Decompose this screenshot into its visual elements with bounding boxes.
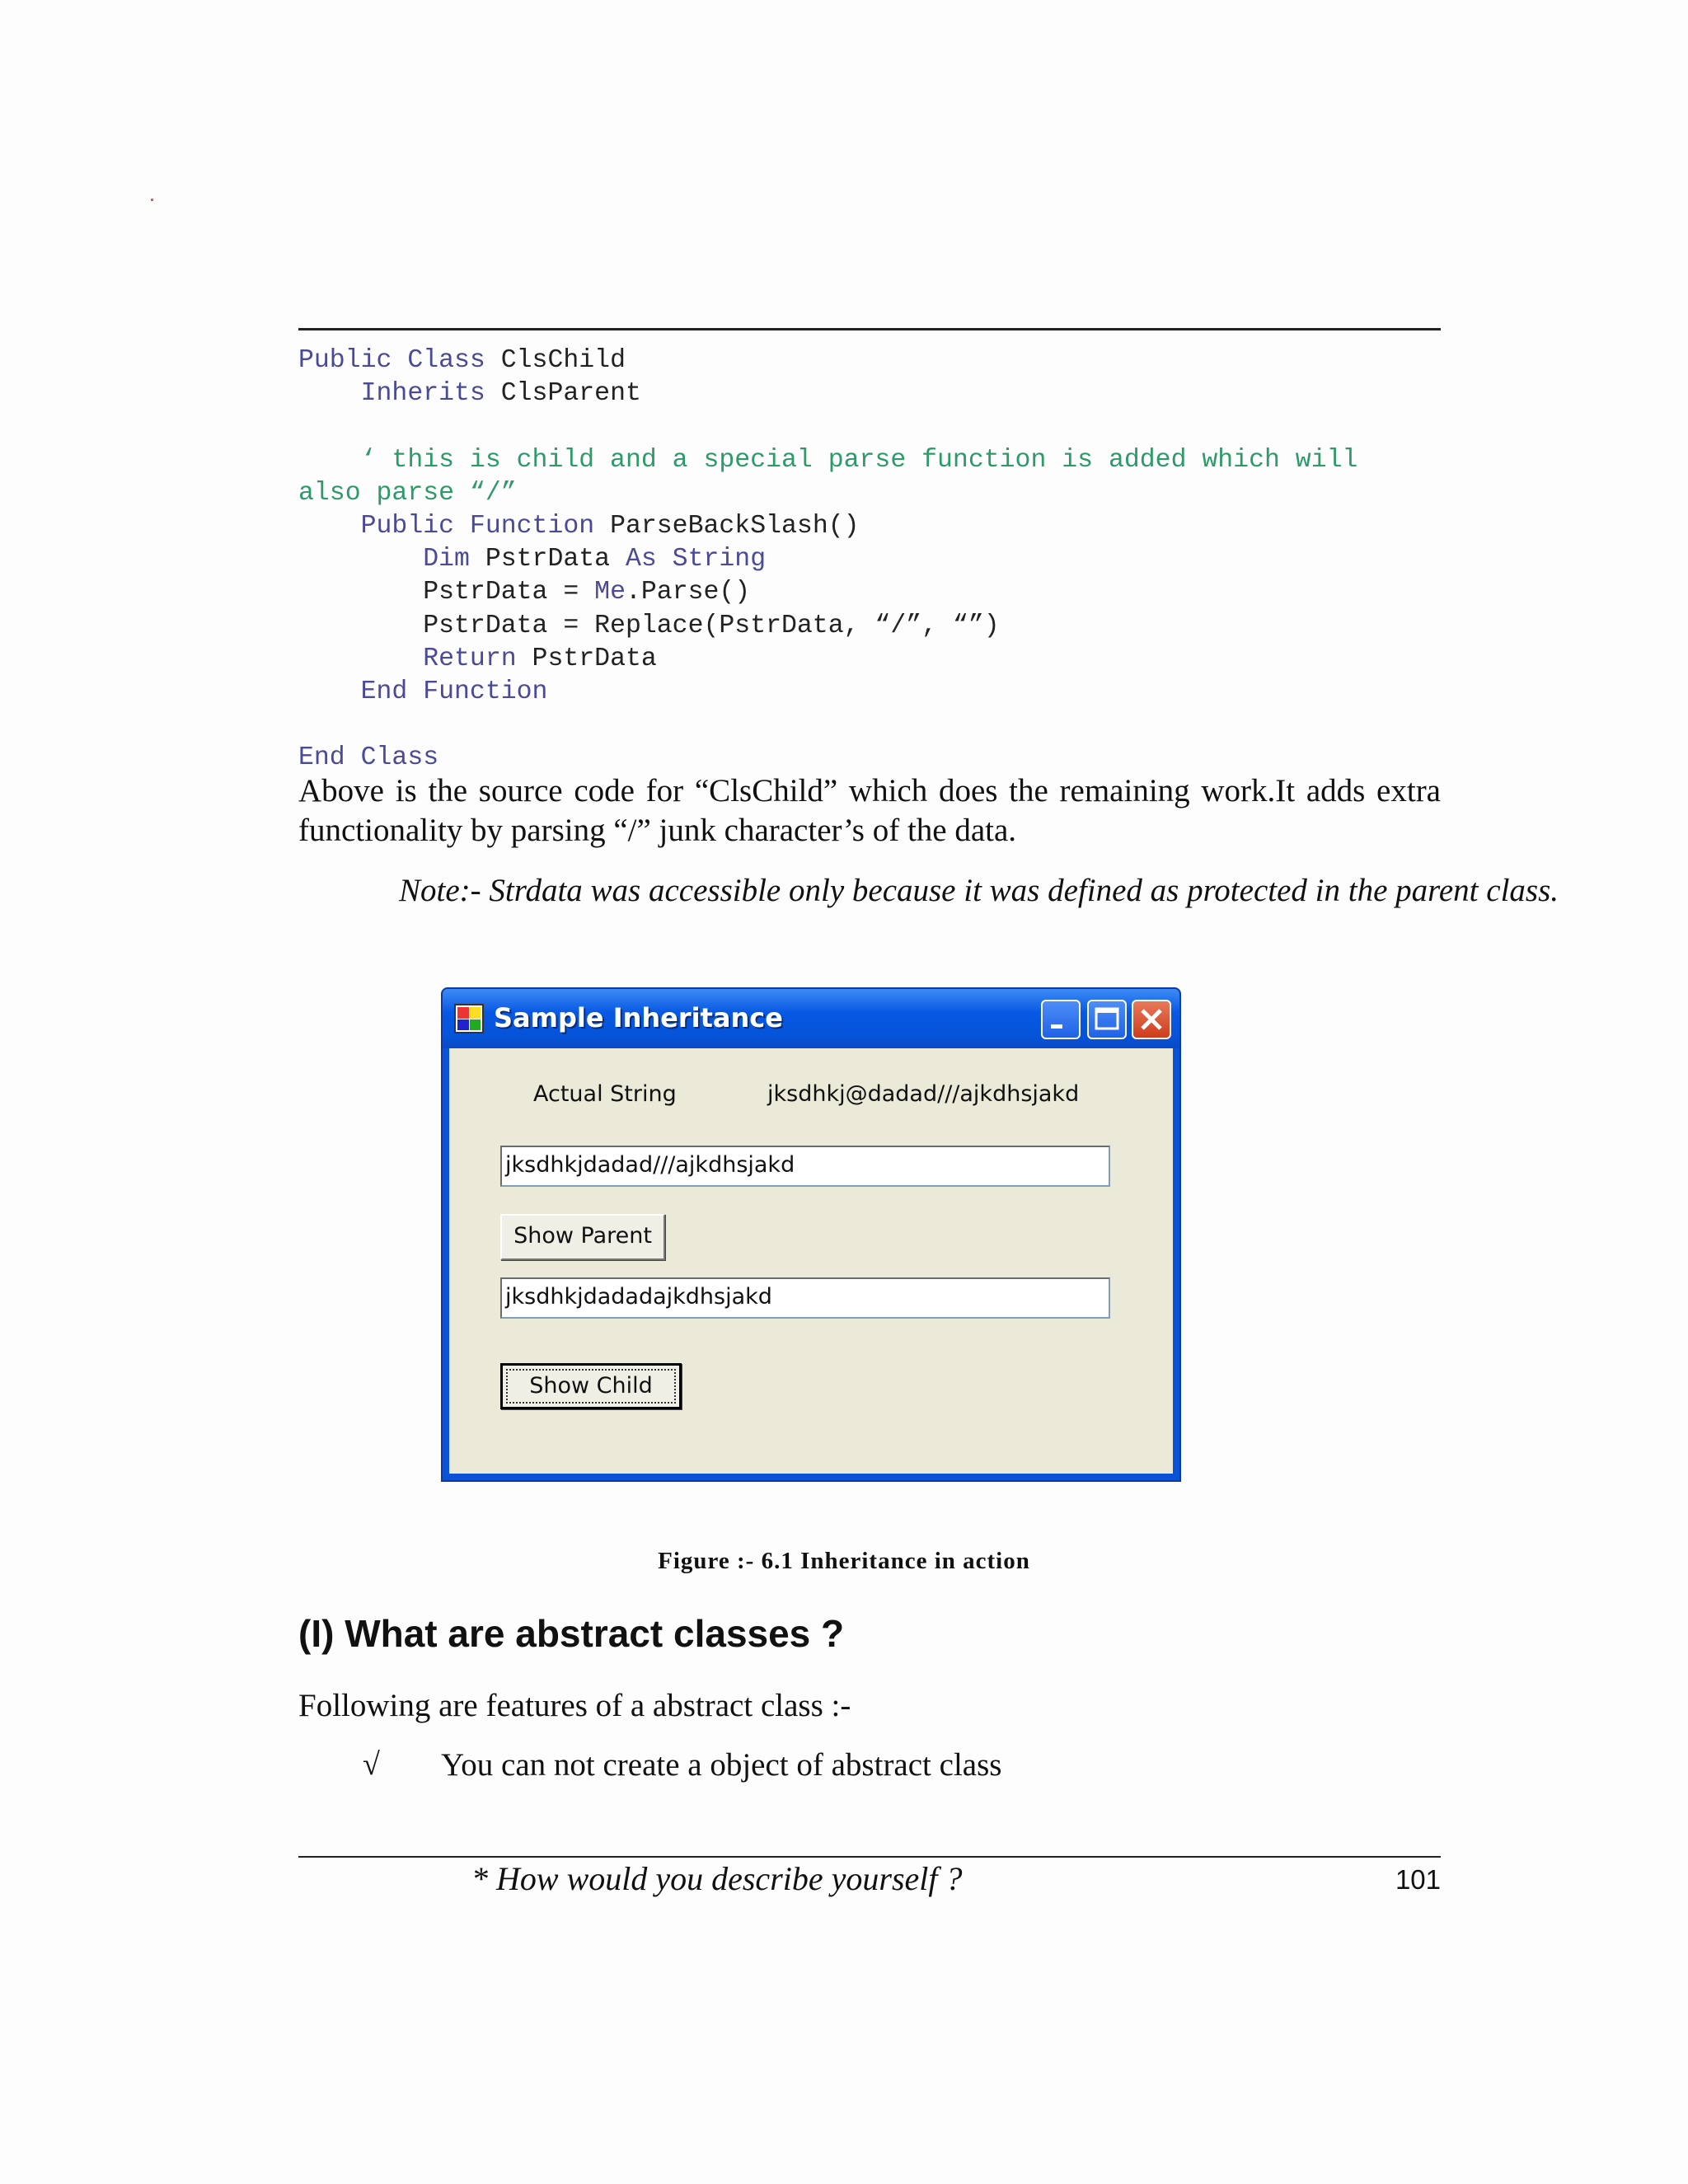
code-line-6: Dim PstrData As String xyxy=(298,545,767,574)
code-line-8: PstrData = Replace(PstrData, “/”, “”) xyxy=(298,611,1000,640)
header-rule xyxy=(298,328,1441,330)
footer-rule xyxy=(298,1856,1441,1858)
code-line-9: Return PstrData xyxy=(298,644,657,673)
show-child-label: Show Child xyxy=(529,1373,653,1399)
close-button[interactable] xyxy=(1132,1000,1171,1039)
actual-string-value: jksdhkj@dadad///ajkdhsjakd xyxy=(767,1081,1080,1107)
section-intro: Following are features of a abstract class :- xyxy=(298,1688,851,1723)
focus-rectangle xyxy=(506,1369,676,1404)
parent-result-textbox[interactable]: jksdhkjdadad///ajkdhsjakd xyxy=(500,1146,1110,1187)
show-child-button[interactable] xyxy=(500,1363,682,1409)
maximize-button[interactable] xyxy=(1087,1000,1127,1039)
minimize-icon xyxy=(1043,1001,1079,1038)
child-result-textbox[interactable]: jksdhkjdadadajkdhsjakd xyxy=(500,1277,1110,1319)
sample-inheritance-window xyxy=(441,987,1181,1482)
code-line-10: End Function xyxy=(298,677,548,707)
code-block xyxy=(298,344,1357,776)
show-parent-label: Show Parent xyxy=(513,1223,652,1249)
code-comment-2: also parse “/” xyxy=(298,478,517,508)
footer-question: * How would you describe yourself ? xyxy=(471,1860,963,1897)
stray-mark xyxy=(151,199,153,201)
code-line-7: PstrData = Me.Parse() xyxy=(298,578,751,607)
bullet-item-1: You can not create a object of abstract class xyxy=(441,1747,1002,1783)
show-parent-button[interactable] xyxy=(500,1214,665,1260)
code-comment-1: ‘ this is child and a special parse function is added which will xyxy=(298,445,1358,475)
close-icon xyxy=(1133,1001,1170,1038)
page-number: 101 xyxy=(1395,1864,1441,1895)
minimize-button[interactable] xyxy=(1041,1000,1081,1039)
figure-caption: Figure :- 6.1 Inheritance in action xyxy=(658,1548,1030,1574)
checkmark-bullet: √ xyxy=(363,1747,380,1782)
application-icon xyxy=(454,1004,484,1033)
actual-string-label: Actual String xyxy=(533,1081,677,1107)
window-title: Sample Inheritance xyxy=(494,1002,783,1033)
code-line-2: Inherits ClsParent xyxy=(298,379,641,409)
code-line-1: Public Class ClsChild xyxy=(298,346,626,375)
note-text: Note:- Strdata was accessible only because it was defined as protected in the parent class. xyxy=(399,873,1559,908)
section-heading: (I) What are abstract classes ? xyxy=(298,1612,845,1655)
window-client-area xyxy=(449,1048,1173,1474)
maximize-icon xyxy=(1089,1001,1125,1038)
body-paragraph: Above is the source code for “ClsChild” which does the remaining work.It adds extra functionality by parsing “/” junk character’s of the data. xyxy=(298,773,1441,848)
code-line-5: Public Function ParseBackSlash() xyxy=(298,512,860,541)
window-titlebar[interactable] xyxy=(443,989,1179,1048)
code-line-11: End Class xyxy=(298,743,439,773)
